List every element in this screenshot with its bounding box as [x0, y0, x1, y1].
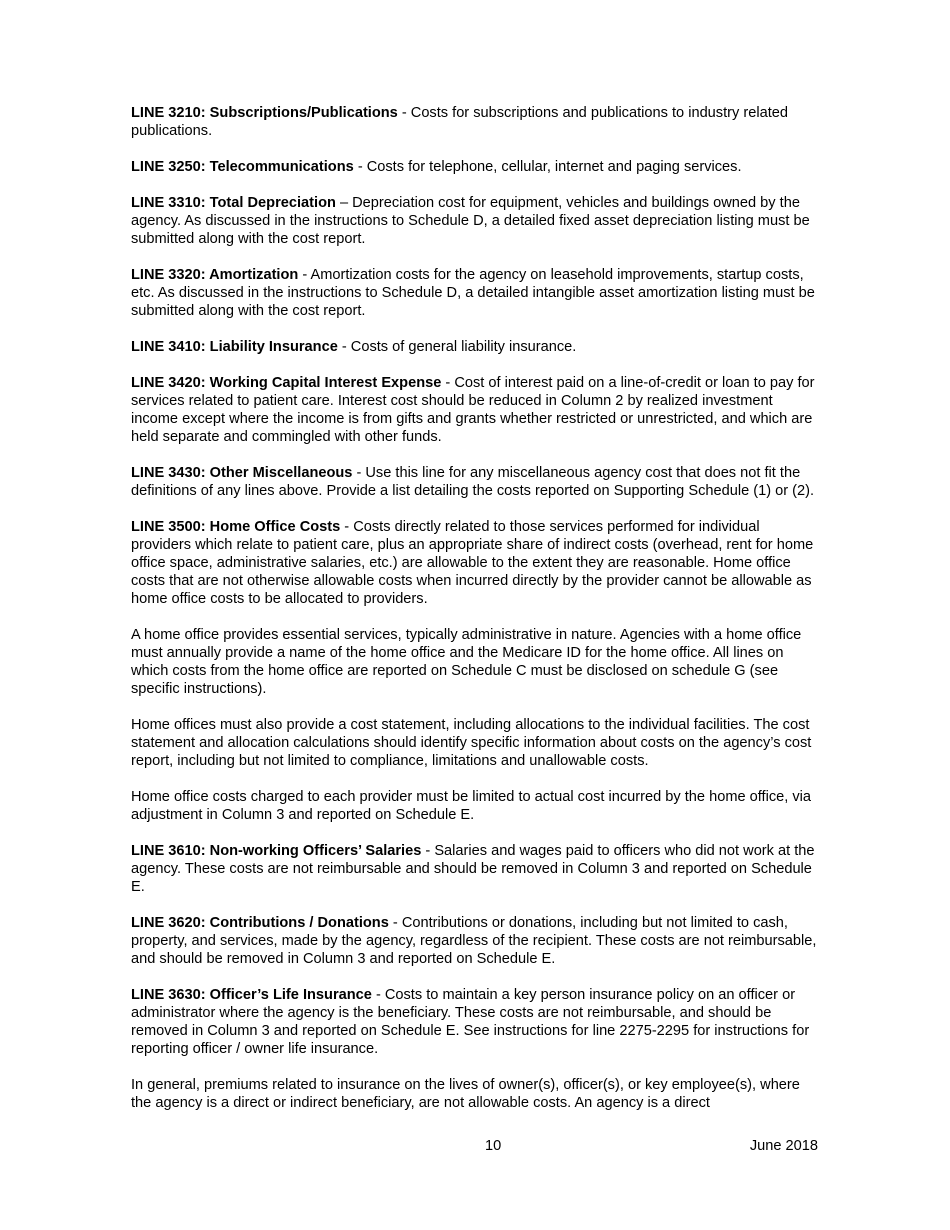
paragraph-text: - Costs to maintain a key person insurance policy on an officer or administrator where the agency is the beneficiary. These costs are not reimbursable, and should be removed in Column 3 and reported on Schedule E. See instructions for line 2275-2295 for instructions for reporting officer / owner life insurance. [131, 987, 810, 1057]
page-number: 10 [485, 1138, 502, 1154]
paragraph-text: - Costs for subscriptions and publications to industry related publications. [131, 105, 788, 139]
paragraph-heading: LINE 3210: Subscriptions/Publications [131, 105, 398, 121]
paragraph-home-office-cost-statement [131, 716, 823, 770]
paragraph-line-3410 [131, 338, 823, 356]
paragraph-text: - Costs directly related to those services performed for individual providers which relate to patient care, plus an appropriate share of indirect costs (overhead, rent for home office space, administrative salaries, etc.) are allowable to the extent they are reasonable. Home office costs that are not otherwise allowable costs when incurred directly by the provider cannot be allowable as home office costs to be allocated to providers. [131, 519, 814, 607]
paragraph-heading: LINE 3420: Working Capital Interest Expense [131, 375, 442, 391]
paragraph-text: Home offices must also provide a cost statement, including allocations to the individual facilities. The cost statement and allocation calculations should identify specific information about costs on the agency’s cost report, including but not limited to compliance, limitations and unallowable costs. [131, 717, 812, 769]
paragraph-line-3210 [131, 104, 823, 140]
paragraph-line-3430 [131, 464, 823, 500]
paragraph-heading: LINE 3610: Non-working Officers’ Salaries [131, 843, 422, 859]
paragraph-line-3420 [131, 374, 823, 446]
paragraph-text: – Depreciation cost for equipment, vehicles and buildings owned by the agency. As discussed in the instructions to Schedule D, a detailed fixed asset depreciation listing must be submitted along with the cost report. [131, 195, 810, 247]
paragraph-home-office-services [131, 626, 823, 698]
paragraph-line-3610 [131, 842, 823, 896]
paragraph-line-3310 [131, 194, 823, 248]
paragraph-text: - Contributions or donations, including but not limited to cash, property, and services, made by the agency, regardless of the recipient. These costs are not reimbursable, and should be removed in Column 3 and reported on Schedule E. [131, 915, 817, 967]
paragraph-line-3500 [131, 518, 823, 608]
document-body [131, 104, 823, 1130]
paragraph-heading: LINE 3500: Home Office Costs [131, 519, 341, 535]
paragraph-text: Home office costs charged to each provider must be limited to actual cost incurred by the home office, via adjustment in Column 3 and reported on Schedule E. [131, 789, 812, 823]
paragraph-line-3630 [131, 986, 823, 1058]
paragraph-text: - Cost of interest paid on a line-of-credit or loan to pay for services related to patient care. Interest cost should be reduced in Column 2 by realized investment income except where the income is from gifts and grants whether restricted or unrestricted, and which are held separate and commingled with other funds. [131, 375, 815, 445]
paragraph-life-insurance-premiums [131, 1076, 823, 1112]
paragraph-line-3250 [131, 158, 823, 176]
paragraph-text: - Use this line for any miscellaneous agency cost that does not fit the definitions of any lines above. Provide a list detailing the costs reported on Supporting Schedule (1) or (2). [131, 465, 815, 499]
paragraph-heading: LINE 3250: Telecommunications [131, 159, 354, 175]
paragraph-heading: LINE 3430: Other Miscellaneous [131, 465, 353, 481]
paragraph-text: - Costs for telephone, cellular, internet and paging services. [353, 159, 742, 175]
paragraph-text: - Salaries and wages paid to officers who did not work at the agency. These costs are not reimbursable and should be removed in Column 3 and reported on Schedule E. [131, 843, 815, 895]
paragraph-text: A home office provides essential services, typically administrative in nature. Agencies with a home office must annually provide a name of the home office and the Medicare ID for the home office. All lines on which costs from the home office are reported on Schedule C must be disclosed on schedule G (see specific instructions). [131, 627, 802, 697]
paragraph-heading: LINE 3320: Amortization [131, 267, 299, 283]
paragraph-heading: LINE 3310: Total Depreciation [131, 195, 336, 211]
paragraph-text: - Costs of general liability insurance. [337, 339, 577, 355]
paragraph-line-3620 [131, 914, 823, 968]
paragraph-heading: LINE 3410: Liability Insurance [131, 339, 338, 355]
footer-date: June 2018 [749, 1138, 818, 1154]
paragraph-line-3320 [131, 266, 823, 320]
paragraph-heading: LINE 3630: Officer’s Life Insurance [131, 987, 372, 1003]
paragraph-home-office-costs-charged [131, 788, 823, 824]
paragraph-heading: LINE 3620: Contributions / Donations [131, 915, 389, 931]
paragraph-text: In general, premiums related to insurance on the lives of owner(s), officer(s), or key employee(s), where the agency is a direct or indirect beneficiary, are not allowable costs. An agency is a direct [131, 1077, 800, 1111]
paragraph-text: - Amortization costs for the agency on leasehold improvements, startup costs, etc. As discussed in the instructions to Schedule D, a detailed intangible asset amortization listing must be submitted along with the cost report. [131, 267, 815, 319]
